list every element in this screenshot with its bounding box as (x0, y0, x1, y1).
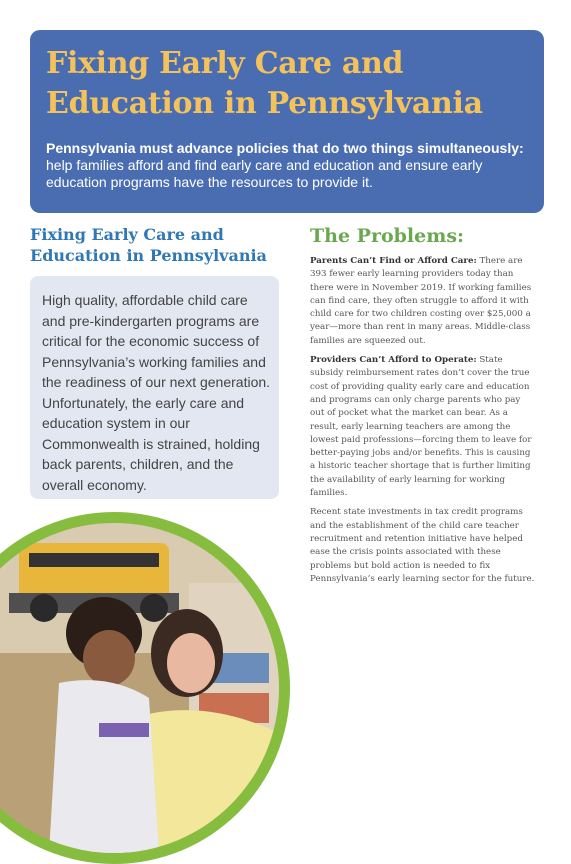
header-banner (30, 30, 544, 213)
problem-text: State subsidy reimbursement rates don’t cover the true cost of providing quality early care and education and programs can only charge parents who pay out of pocket what the market can bear. As a result, early learning teachers are among the lowest paid professions—forcing them to leave for better-paying jobs and/or benefits. This is causing a historic teacher shortage that is further limiting the availability of early learning for working families. (310, 355, 532, 499)
banner-subtitle-bold: Pennsylvania must advance policies that do two things simultaneously: (46, 140, 524, 156)
banner-subtitle-rest: help families afford and find early care and education and ensure early education programs have the resources to provide it. (46, 157, 483, 190)
closing-paragraph: Recent state investments in tax credit programs and the establishment of the child care teacher recruitment and retention initiative have helped ease the crisis points associated with these problems but bold action is needed to fix Pennsylvania’s early learning sector for the future. (310, 507, 535, 584)
photo-frame (0, 512, 290, 864)
problem-item (310, 255, 536, 348)
problem-item (310, 354, 536, 500)
page-title: Fixing Early Care and Education in Pennsylvania (46, 46, 483, 121)
section-heading-left: Fixing Early Care and Education in Pennsylvania (30, 225, 267, 265)
banner-subtitle (46, 140, 530, 191)
problems-heading: The Problems: (310, 225, 465, 247)
teacher-child-photo (0, 523, 279, 853)
problem-text: There are 393 fewer early learning providers today than there were in November 2019. If working families can find care, they often struggle to afford it with child care for two children costing over $25,000 a year—more than rent in many areas. Middle-class families are squeezed out. (310, 256, 532, 346)
problems-column (310, 255, 536, 592)
photo-illustration (0, 523, 279, 853)
intro-text: High quality, affordable child care and pre-kindergarten programs are critical for the economic success of Pennsylvania’s working families and the readiness of our next generation. Unfortunately, the early care and education system in our Commonwealth is strained, holding back parents, children, and the overall economy. (42, 292, 271, 493)
problem-label: Parents Can’t Find or Afford Care: (310, 256, 477, 266)
intro-callout (30, 276, 279, 499)
problem-label: Providers Can’t Afford to Operate: (310, 355, 477, 366)
